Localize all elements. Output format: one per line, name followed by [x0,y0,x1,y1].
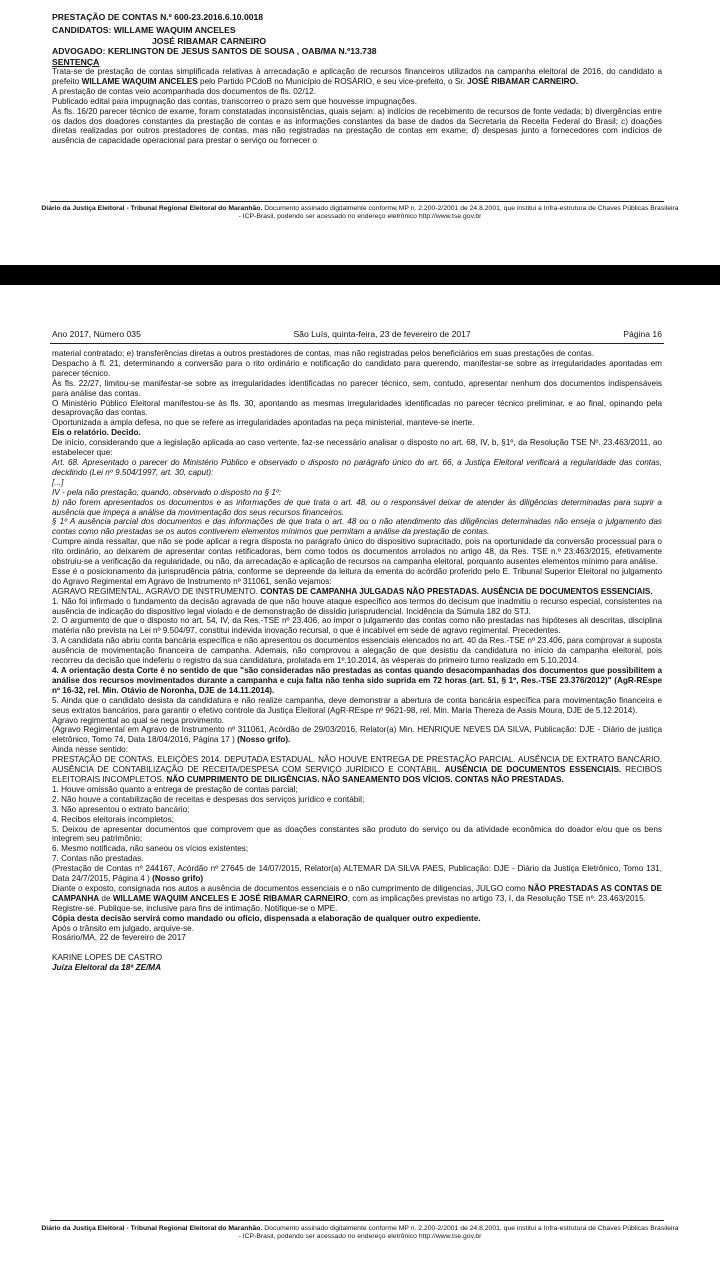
paragraph: AGRAVO REGIMENTAL. AGRAVO DE INSTRUMENTO. CONTAS DE CAMPANHA JULGADAS NÃO PRESTADAS. AUSÊNCIA DE DOCUMENTOS ESSENCIAIS. [52,586,653,596]
issue-date: São Luís, quinta-feira, 23 de fevereiro de 2017 [293,329,471,339]
footer-rule [50,1220,664,1221]
sentence-heading: SENTENÇA [52,56,100,67]
lawyer-line: ADVOGADO: KERLINGTON DE JESUS SANTOS DE SOUSA , OAB/MA N.º13.738 [52,46,377,57]
spacer [52,943,662,953]
paragraph: Às fls. 16/20 parecer técnico de exame, foram constatadas inconsistências, quais sejam: a) indícios de recebimento de recursos de fonte vedada; b) divergências entre os dados dos doadores constantes da prestação de contas e as informações constantes da base de dados da Secretaria da Receita Federal do Brasil; c) doações diretas realizadas por outros prestadores de contas, mas não registradas na prestação de contas em exame; d) despesas junto a fornecedores com indícios de ausência de capacidade operacional para prestar o serviço ou fornecer o [52,106,662,146]
paragraph: Rosário/MA, 22 de fevereiro de 2017 [52,933,186,943]
paragraph: (Prestação de Contas nº 244167, Acórdão nº 27645 de 14/07/2015, Relator(a) ALTEMAR DA SILVA PAES, Publicação: DJE - Diário da Justiça Eletrônico, Tomo 131, Data 24/7/2015, Página 4 ) (Nosso grifo) [52,864,662,884]
paragraph: PRESTAÇÃO DE CONTAS. ELEIÇÕES 2014. DEPUTADA ESTADUAL. NÃO HOUVE ENTREGA DE PRESTAÇÃO PARCIAL. AUSÊNCIA DE EXTRATO BANCÁRIO. AUSÊNCIA DE CONTABILIZAÇÃO DE RECEITA/DESPESA COM SERVIÇO JURÍDICO E CONTÁBIL. AUSÊNCIA DE DOCUMENTOS ESSENCIAIS. RECIBOS ELEITORAIS INCOMPLETOS. NÃO CUMPRIMENTO DE DILIGÊNCIAS. NÃO SANEAMENTO DOS VÍCIOS. CONTAS NÃO PRESTADAS. [52,755,662,784]
paragraph: Agravo regimental ao qual se nega provimento. [52,715,225,725]
signature-role: Juíza Eleitoral da 18ª ZE/MA [52,963,162,973]
page-footer: Diário da Justiça Eleitoral - Tribunal Regional Eleitoral do Maranhão. Documento assinado digitalmente conforme MP n. 2.200-2/2001 de 24.8.2001, que institui a Infra-estrutura de Chaves Públicas Brasileira - ICP-Brasil, podendo ser acessado no endereço eletrônico http://www.tse.gov.br [41,1225,679,1241]
issue-number: Ano 2017, Número 035 [52,329,141,339]
paragraph: § 1º A ausência parcial dos documentos e das informações de que trata o art. 48 ou o não atendimento das diligências determinadas não enseja o julgamento das contas como não prestadas se os autos contiverem elementos mínimos que permitam a análise da prestação de contas. [52,517,662,537]
list-item: 5. Deixou de apresentar documentos que comprovem que as doações constantes são produto do serviço ou da atividade econômica do doador e/ou que os bens integrem seu patrimônio; [52,824,662,844]
paragraph: A prestação de contas veio acompanhada dos documentos de fls. 02/12. [52,86,316,96]
list-item: 6. Mesmo notificada, não saneou os vícios existentes; [52,844,249,854]
list-item: 4. Recibos eleitorais incompletos; [52,814,174,824]
page-number: Página 16 [623,329,662,339]
candidates-line: CANDIDATOS: WILLAME WAQUIM ANCELES [52,25,236,36]
paragraph: 4. A orientação desta Corte é no sentido de que "são consideradas não prestadas as contas quando desacompanhadas dos documentos que possibilitem a análise dos recursos movimentados durante a campanha e cuja falta não tenha sido suprida em 72 horas (art. 51, § 1º, Res.-TSE 23.376/2012)" (AgR-REspe nº 16-32, rel. Min. Otávio de Noronha, DJE de 14.11.2014). [52,666,662,695]
page-1-body [52,12,662,146]
list-item: 1. Houve omissão quanto a entrega de prestação de contas parcial; [52,784,298,794]
document-page-2 [0,285,720,1280]
paragraph: Esse é o posicionamento da jurisprudência pátria, conforme se depreende da leitura da ementa do acórdão proferido pelo E. Tribunal Superior Eleitoral no julgamento do Agravo Regimental em Agravo de Instrumento nº 311061, senão vejamos: [52,566,662,586]
list-item: 3. Não apresentou o extrato bancário; [52,804,190,814]
paragraph: Diante o exposto, consignada nos autos a ausência de documentos essenciais e o não cumprimento de diligencias, JULGO como NÃO PRESTADAS AS CONTAS DE CAMPANHA de WILLAME WAQUIM ANCELES E JOSÉ RIBAMAR CARNEIRO, com as implicações previstas no artigo 73, I, da Resolução TSE nº. 23.463/2015. [52,883,662,903]
paragraph: Despacho à fl. 21, determinando a conversão para o rito ordinário e notificação do candidato para querendo, manifestar-se sobre as irregularidades apontadas em parecer técnico. [52,358,662,378]
paragraph: (Agravo Regimental em Agravo de Instrumento nº 311061, Acórdão de 29/03/2016, Relator(a) Min. HENRIQUE NEVES DA SILVA, Publicação: DJE - Diário de justiça eletrônico, Tomo 74, Data 18/04/2016, Página 17 ) (Nosso grifo). [52,725,662,745]
paragraph: Oportunizada a ampla defesa, no que se refere as irregularidades apontadas na peça ministerial, manteve-se inerte. [52,418,475,428]
paragraph: O Ministério Público Eleitoral manifestou-se às fls. 30, apontando as mesmas irregularidades identificadas no parecer técnico preliminar, e ao final, opinando pela desaprovação das contas. [52,398,662,418]
paragraph: b) não forem apresentados os documentos e as informações de que trata o art. 48, ou o responsável deixar de atender às diligências determinadas para suprir a ausência que impeça a análise da movimentação dos seus recursos financeiros. [52,497,662,517]
paragraph: De início, considerando que a legislação aplicada ao caso vertente, faz-se necessário analisar o disposto no art. 68, IV, b, §1º, da Resolução TSE Nº. 23.463/2011, ao estabelecer que: [52,438,662,458]
paragraph: [...] [52,477,64,487]
candidate-2: JOSÉ RIBAMAR CARNEIRO [152,35,267,46]
signature-name: KARINE LOPES DE CASTRO [52,953,163,963]
case-title: PRESTAÇÃO DE CONTAS N.º 600-23.2016.6.10.0018 [52,12,264,22]
header-rule [50,343,664,344]
paragraph: IV - pela não prestação, quando, observado o disposto no § 1º: [52,487,282,497]
list-item: 7. Contas não prestadas. [52,854,144,864]
paragraph: Registre-se. Publique-se, inclusive para fins de intimação. Notifique-se o MPE. [52,903,338,913]
paragraph: 5. Ainda que o candidato desista da candidatura e não realize campanha, deve demonstrar a abertura de conta bancária específica para movimentação financeira e seus extratos bancários, para garantir o efetivo controle da Justiça Eleitoral (AgR-REspe nº 9621-98, rel. Min. Maria Thereza de Assis Moura, DJE de 5.12.2014). [52,695,662,715]
page-2-body [52,349,662,973]
paragraph: material contratado; e) transferências diretas a outros prestadores de contas, mas não registradas pelos beneficiários em suas prestações de contas. [52,349,595,358]
paragraph: Art. 68. Apresentado o parecer do Ministério Público e observado o disposto no parágrafo único do art. 66, a Justiça Eleitoral verificará a regularidade das contas, decidindo (Lei nº 9.504/1997, art. 30, caput): [52,457,662,477]
page-header [52,329,662,339]
footer-rule [50,201,664,202]
paragraph: 3. A candidata não abriu conta bancária específica e não apresentou os documentos essenciais elencados no art. 40 da Res.-TSE nº 23.406, para comprovar a suposta ausência de movimentação financeira de campanha. Ademais, não comprovou a alegação de que desistiu da candidatura no início da campanha eleitoral, pois recorreu da decisão que indeferiu o registro da sua candidatura, prolatada em 1º.10.2014, às vésperas do primeiro turno realizado em 5.10.2014. [52,636,662,666]
paragraph: Trata-se de prestação de contas simplificada relativas à arrecadação e aplicação de recursos financeiros utilizados na campanha eleitoral de 2016, do candidato a prefeito WILLAME WAQUIM ANCELES pelo Partido PCdoB no Município de ROSÁRIO, e seu vice-prefeito, o Sr. JOSÉ RIBAMAR CARNEIRO. [52,67,662,86]
paragraph: Cumpre ainda ressaltar, que não se pode aplicar a regra disposta no parágrafo único do dispositivo supracitado, pois na oportunidade da conversão processual para o rito ordinário, ao deixarem de apresentar contas retificadoras, bem como todos os documentos arrolados no artigo 48, da Res. TSE n.º 23.463/2015, efetivamente obstruiu-se a verificação da regularidade, ou não, da arrecadação e aplicação de recursos na campanha eleitoral, porquanto ausentes elementos mínimo para análise. [52,537,662,567]
paragraph: Às fls. 22/27, limitou-se manifestar-se sobre as irregularidades identificadas no parecer técnico, sem, contudo, apresentar nenhum dos documentos indispensáveis para análise das contas. [52,378,662,398]
paragraph: 2. O argumento de que o disposto no art. 54, IV, da Res.-TSE nº 23.406, ao impor o julgamento das contas como não prestadas nas hipóteses ali descritas, disciplina matéria não prevista na Lei nº 9.504/97, constitui indevida inovação recursal, o que é incabível em sede de agravo regimental. Precedentes. [52,616,662,636]
paragraph: Após o trânsito em julgado, arquive-se. [52,923,194,933]
document-page-1 [0,0,720,265]
paragraph: Publicado edital para impugnação das contas, transcorreo o prazo sem que houvesse impugnações. [52,96,418,106]
page-footer: Diário da Justiça Eleitoral - Tribunal Regional Eleitoral do Maranhão. Documento assinado digitalmente conforme MP n. 2.200-2/2001 de 24.8.2001, que institui a Infra-estrutura de Chaves Públicas Brasileira - ICP-Brasil, podendo ser acessado no endereço eletrônico http://www.tse.gov.br [41,205,679,221]
paragraph: Eis o relatório. Decido. [52,428,141,438]
paragraph: Cópia desta decisão servirá como mandado ou ofício, dispensada a elaboração de qualquer outro expediente. [52,913,481,923]
paragraph: 1. Não foi infirmado o fundamento da decisão agravada de que não houve ataque específico aos termos do decisum que inadmitiu o recurso especial, consistentes na ausência de indicação do dispositivo legal violado e de demonstração de dissídio jurisprudencial. Incidência da Súmula 182 do STJ. [52,596,662,616]
list-item: 2. Não houve a contabilização de receitas e despesas dos serviços jurídico e contábil; [52,794,365,804]
paragraph: Ainda nesse sentido: [52,745,129,755]
